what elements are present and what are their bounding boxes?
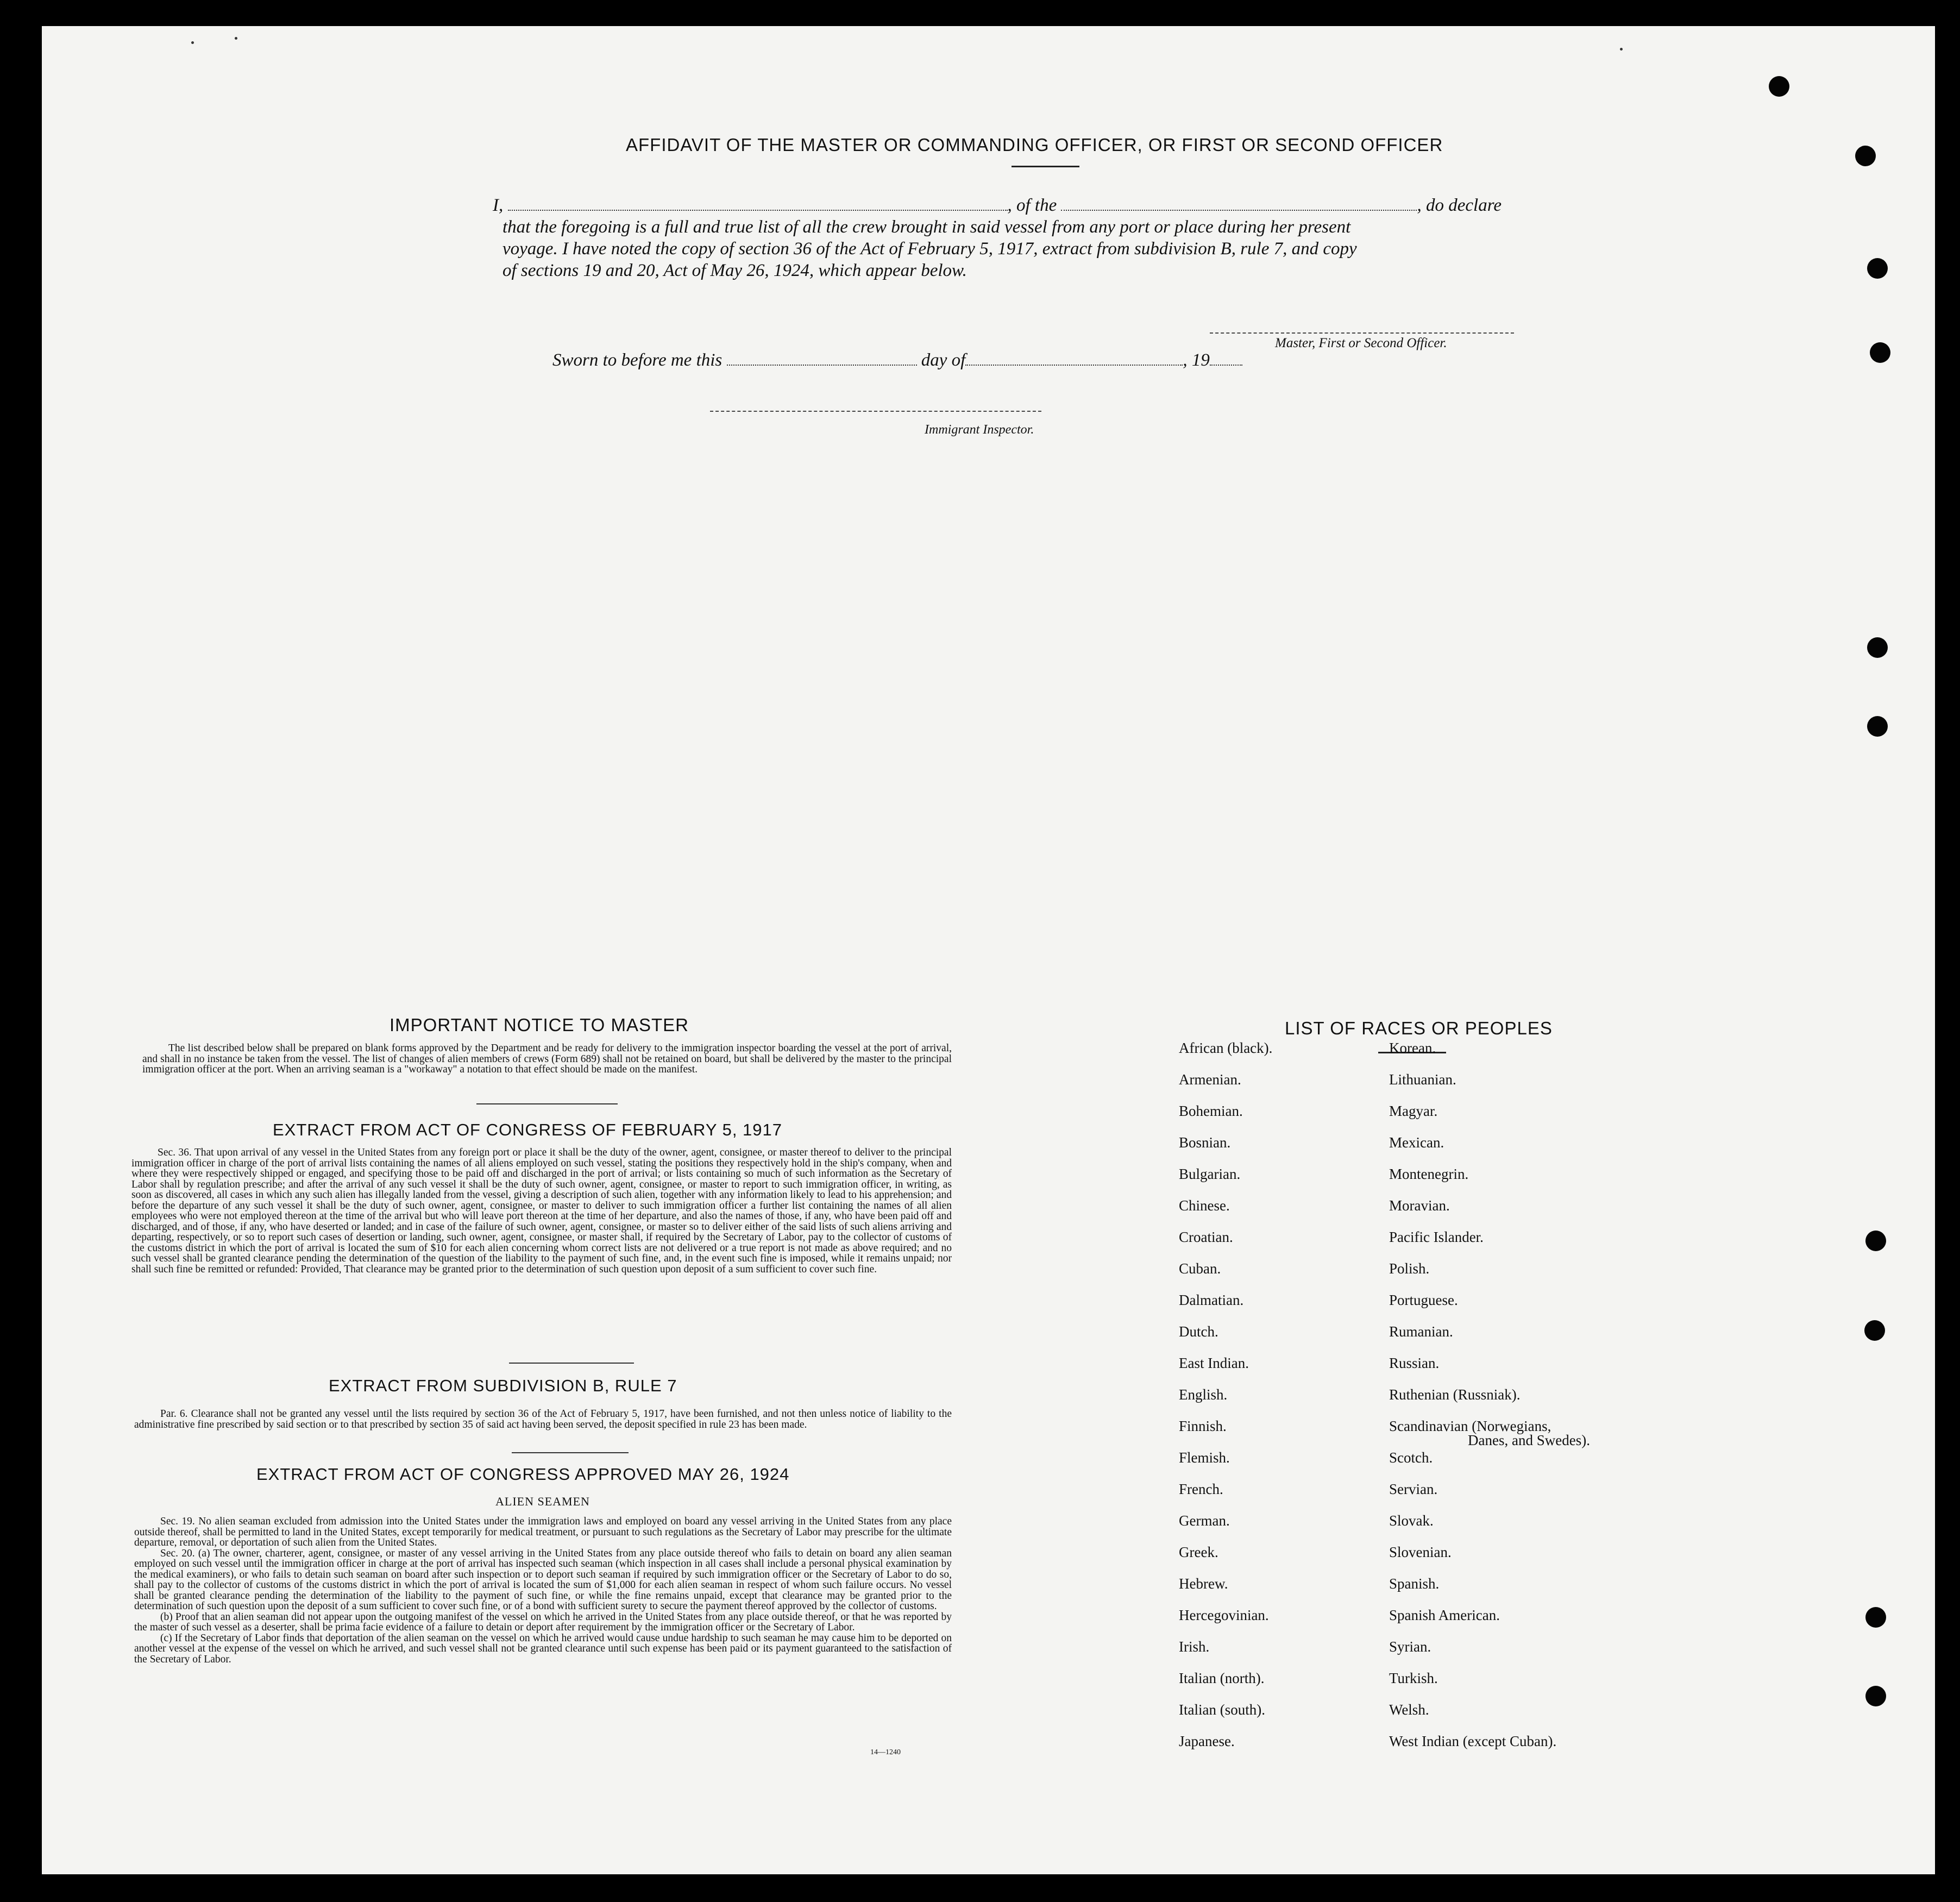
race-item: Scandinavian (Norwegians,	[1389, 1418, 1551, 1434]
race-item: Greek.	[1179, 1544, 1218, 1560]
race-item: Hercegovinian.	[1179, 1607, 1269, 1623]
vessel-field[interactable]	[1061, 210, 1417, 211]
sworn-year-field[interactable]	[1210, 365, 1242, 366]
sworn-line	[552, 350, 1242, 371]
notice-paragraph: The list described below shall be prepared on blank forms approved by the Department and be ready for delivery to the immigration inspector boarding the vessel at the port of arrival, and shall in no instance be taken from the vessel. The list of changes of alien members of crews (Form 689) shall not be retained on board, but shall be delivered by the master to the principal immigration officer at the port. When an arriving seaman is a "workaway" a notation to that effect should be made on the manifest.	[142, 1043, 952, 1075]
race-item: Slovenian.	[1389, 1544, 1452, 1560]
notice-body	[142, 1043, 952, 1075]
race-item: Cuban.	[1179, 1260, 1221, 1277]
name-field[interactable]	[508, 210, 1008, 211]
race-item: Chinese.	[1179, 1197, 1230, 1214]
race-item: Bulgarian.	[1179, 1166, 1241, 1182]
section-divider	[512, 1452, 629, 1453]
race-item: East Indian.	[1179, 1355, 1249, 1371]
section-divider	[476, 1103, 618, 1104]
sworn-day-field[interactable]	[727, 365, 917, 366]
race-item: Lithuanian.	[1389, 1071, 1456, 1088]
punch-hole	[1864, 1320, 1885, 1341]
punch-hole	[1867, 637, 1888, 658]
extract-rule7-title: EXTRACT FROM SUBDIVISION B, RULE 7	[329, 1376, 677, 1395]
race-item: Magyar.	[1389, 1103, 1438, 1119]
race-item: African (black).	[1179, 1040, 1273, 1056]
of-the-label: , of the	[1007, 196, 1057, 215]
extract-1917-title: EXTRACT FROM ACT OF CONGRESS OF FEBRUARY 5, 1917	[273, 1120, 783, 1139]
race-item: Finnish.	[1179, 1418, 1227, 1434]
year-label: , 19	[1183, 350, 1210, 370]
race-item: Polish.	[1389, 1260, 1430, 1277]
affidavit-title: AFFIDAVIT OF THE MASTER OR COMMANDING OFFICER, OR FIRST OR SECOND OFFICER	[626, 135, 1443, 155]
document-page	[42, 26, 1935, 1874]
race-item: Welsh.	[1389, 1702, 1429, 1718]
races-title: LIST OF RACES OR PEOPLES	[1285, 1018, 1553, 1038]
sworn-prefix: Sworn to before me this	[552, 350, 723, 370]
signature-line[interactable]	[1210, 332, 1514, 334]
race-item: Dutch.	[1179, 1323, 1218, 1340]
sec20a-paragraph: Sec. 20. (a) The owner, charterer, agent, consignee, or master of any vessel arriving in the United States from any place outside thereof who fails to detain on board any alien seaman employed on such vessel until the immigration officer in charge at the port of arrival has inspected such seaman (which inspection in all cases shall include a personal physical examination by the medical examiners), or who fails to detain such seaman on board after such inspection or to deport such seaman if required by such immigration officer or the Secretary of Labor to do so, shall pay to the collector of customs of the customs district in which the port of arrival is located the sum of $1,000 for each alien seaman in respect of whom such failure occurs. No vessel shall be granted clearance pending the determination of the liability to the payment of such fine, or while the fine remains unpaid, except that clearance may be granted prior to the determination of such question upon the deposit of a sum sufficient to cover such fine, or of a bond with sufficient surety to secure the payment thereof approved by the collector of customs.	[134, 1547, 952, 1612]
race-item: Japanese.	[1179, 1733, 1235, 1749]
race-item: Russian.	[1389, 1355, 1440, 1371]
declaration-line-2: that the foregoing is a full and true list of all the crew brought in said vessel from any port or place during her present	[502, 217, 1351, 237]
race-item: German.	[1179, 1512, 1230, 1529]
par6-paragraph: Par. 6. Clearance shall not be granted any vessel until the lists required by section 36 of the Act of February 5, 1917, have been furnished, and not then unless notice of liability to the administrative fine prescribed by said section or to that prescribed by section 35 of said act having been served, the deposit specified in rule 23 has been made.	[134, 1408, 952, 1430]
race-item: Portuguese.	[1389, 1292, 1458, 1308]
sworn-month-field[interactable]	[965, 365, 1183, 366]
race-item: English.	[1179, 1386, 1228, 1403]
race-item: West Indian (except Cuban).	[1389, 1733, 1557, 1749]
form-number: 14—1240	[870, 1748, 901, 1756]
race-item: Pacific Islander.	[1389, 1229, 1484, 1245]
race-item: Korean.	[1389, 1040, 1436, 1056]
declaration-line-3: voyage. I have noted the copy of section 36 of the Act of February 5, 1917, extract from subdivision B, rule 7, and copy	[502, 239, 1357, 259]
notice-title: IMPORTANT NOTICE TO MASTER	[390, 1015, 689, 1035]
punch-hole	[1769, 76, 1789, 97]
race-item: Bosnian.	[1179, 1134, 1231, 1151]
race-item: Moravian.	[1389, 1197, 1450, 1214]
punch-hole	[1855, 146, 1876, 166]
race-item: Dalmatian.	[1179, 1292, 1244, 1308]
punch-hole	[1865, 1686, 1886, 1706]
race-item: Hebrew.	[1179, 1575, 1228, 1592]
race-item: Scotch.	[1389, 1449, 1433, 1466]
extract-1924-title: EXTRACT FROM ACT OF CONGRESS APPROVED MAY 26, 1924	[256, 1465, 790, 1484]
declaration-line-4: of sections 19 and 20, Act of May 26, 1924, which appear below.	[502, 261, 967, 280]
race-item: Ruthenian (Russniak).	[1389, 1386, 1521, 1403]
race-item: Irish.	[1179, 1639, 1210, 1655]
punch-hole	[1867, 716, 1888, 737]
extract-rule7-body	[134, 1409, 952, 1430]
race-item: Spanish.	[1389, 1575, 1440, 1592]
inspector-caption: Immigrant Inspector.	[925, 423, 1034, 437]
sec20c-paragraph: (c) If the Secretary of Labor finds that deportation of the alien seaman on the vessel on which he arrived would cause undue hardship to such seaman he may cause him to be deported on another vessel at the expense of the vessel on which he arrived, and such vessel shall not be granted clearance until such expense has been paid or its payment guaranteed to the satisfaction of the Secretary of Labor.	[134, 1632, 952, 1665]
day-of-label: day of	[921, 350, 966, 370]
race-item: Armenian.	[1179, 1071, 1241, 1088]
punch-hole	[1870, 342, 1890, 363]
extract-1917-body	[131, 1147, 952, 1275]
alien-seamen-subtitle: ALIEN SEAMEN	[495, 1495, 590, 1508]
race-item: French.	[1179, 1481, 1223, 1497]
title-divider	[1012, 166, 1079, 167]
race-item: Bohemian.	[1179, 1103, 1243, 1119]
race-item: Montenegrin.	[1389, 1166, 1469, 1182]
punch-hole	[1865, 1607, 1886, 1628]
paper-speck	[191, 41, 194, 44]
race-item: Flemish.	[1179, 1449, 1230, 1466]
sec19-paragraph: Sec. 19. No alien seaman excluded from admission into the United States under the immigration laws and employed on board any vessel arriving in the United States from any place outside thereof, shall be permitted to land in the United States, except temporarily for medical treatment, or pursuant to such regulations as the Secretary of Labor may prescribe for the ultimate departure, removal, or deportation of such alien from the United States.	[134, 1516, 952, 1548]
declaration-line-1	[493, 196, 1502, 216]
sec36-paragraph: Sec. 36. That upon arrival of any vessel in the United States from any foreign port or place it shall be the duty of the owner, agent, consignee, or master thereof to deliver to the principal immigration officer in charge of the port of arrival lists containing the names of all aliens employed on such vessel, stating the positions they respectively hold in the ship's company, when and where they were respectively shipped or engaged, and specifying those to be paid off and discharged in the port of arrival; or lists containing so much of such information as the Secretary of Labor shall by regulation prescribe; and after the arrival of any such vessel it shall be the duty of such owner, agent, consignee, or master to report to such immigration officer, in writing, as soon as discovered, all cases in which any such alien has illegally landed from the vessel, giving a description of such alien, together with any information likely to lead to his apprehension; and before the departure of any such vessel it shall be the duty of such owner, agent, consignee, or master to deliver to such immigration officer a further list containing the names of all alien employees who were not employed thereon at the time of the arrival but who will leave port thereon at the time of her departure, and also the names of those, if any, who have been paid off and discharged, and of those, if any, who have deserted or landed; and in case of the failure of such owner, agent, consignee, or master so to deliver either of the said lists of such aliens arriving and departing, respectively, or so to report such cases of desertion or landing, such owner, agent, consignee, or master shall, if required by the Secretary of Labor, pay to the collector of customs of the customs district in which the port of arrival is located the sum of $10 for each alien concerning whom correct lists are not delivered or a true report is not made as above required; and no such vessel shall be granted clearance pending the determination of the question of the liability to the payment of such fine, and, in the event such fine is imposed, while it remains unpaid; nor shall such fine be remitted or refunded: Provided, That clearance may be granted prior to the determination of such question upon deposit of a sum sufficient to cover such fine.	[131, 1147, 952, 1275]
race-item: Turkish.	[1389, 1670, 1438, 1686]
race-item: Italian (north).	[1179, 1670, 1265, 1686]
paper-speck	[1620, 48, 1623, 51]
punch-hole	[1867, 258, 1888, 279]
paper-speck	[235, 37, 237, 40]
sec20b-paragraph: (b) Proof that an alien seaman did not appear upon the outgoing manifest of the vessel on which he arrived in the United States from any place outside thereof, or that he was reported by the master of such vessel as a deserter, shall be prima facie evidence of a failure to detain or deport after requirement by the immigration officer or the Secretary of Labor.	[134, 1611, 952, 1633]
race-continuation: Danes, and Swedes).	[1468, 1432, 1590, 1448]
extract-1924-body	[134, 1516, 952, 1665]
race-item: Mexican.	[1389, 1134, 1444, 1151]
race-item: Servian.	[1389, 1481, 1438, 1497]
do-declare-label: , do declare	[1417, 196, 1502, 215]
race-item: Syrian.	[1389, 1639, 1431, 1655]
race-item: Croatian.	[1179, 1229, 1233, 1245]
race-item: Italian (south).	[1179, 1702, 1265, 1718]
section-divider	[509, 1363, 634, 1364]
signature-caption: Master, First or Second Officer.	[1275, 336, 1447, 350]
race-item: Rumanian.	[1389, 1323, 1453, 1340]
i-label: I,	[493, 196, 504, 215]
inspector-signature-line[interactable]	[710, 411, 1041, 412]
race-item: Spanish American.	[1389, 1607, 1500, 1623]
race-item: Slovak.	[1389, 1512, 1434, 1529]
punch-hole	[1865, 1231, 1886, 1251]
